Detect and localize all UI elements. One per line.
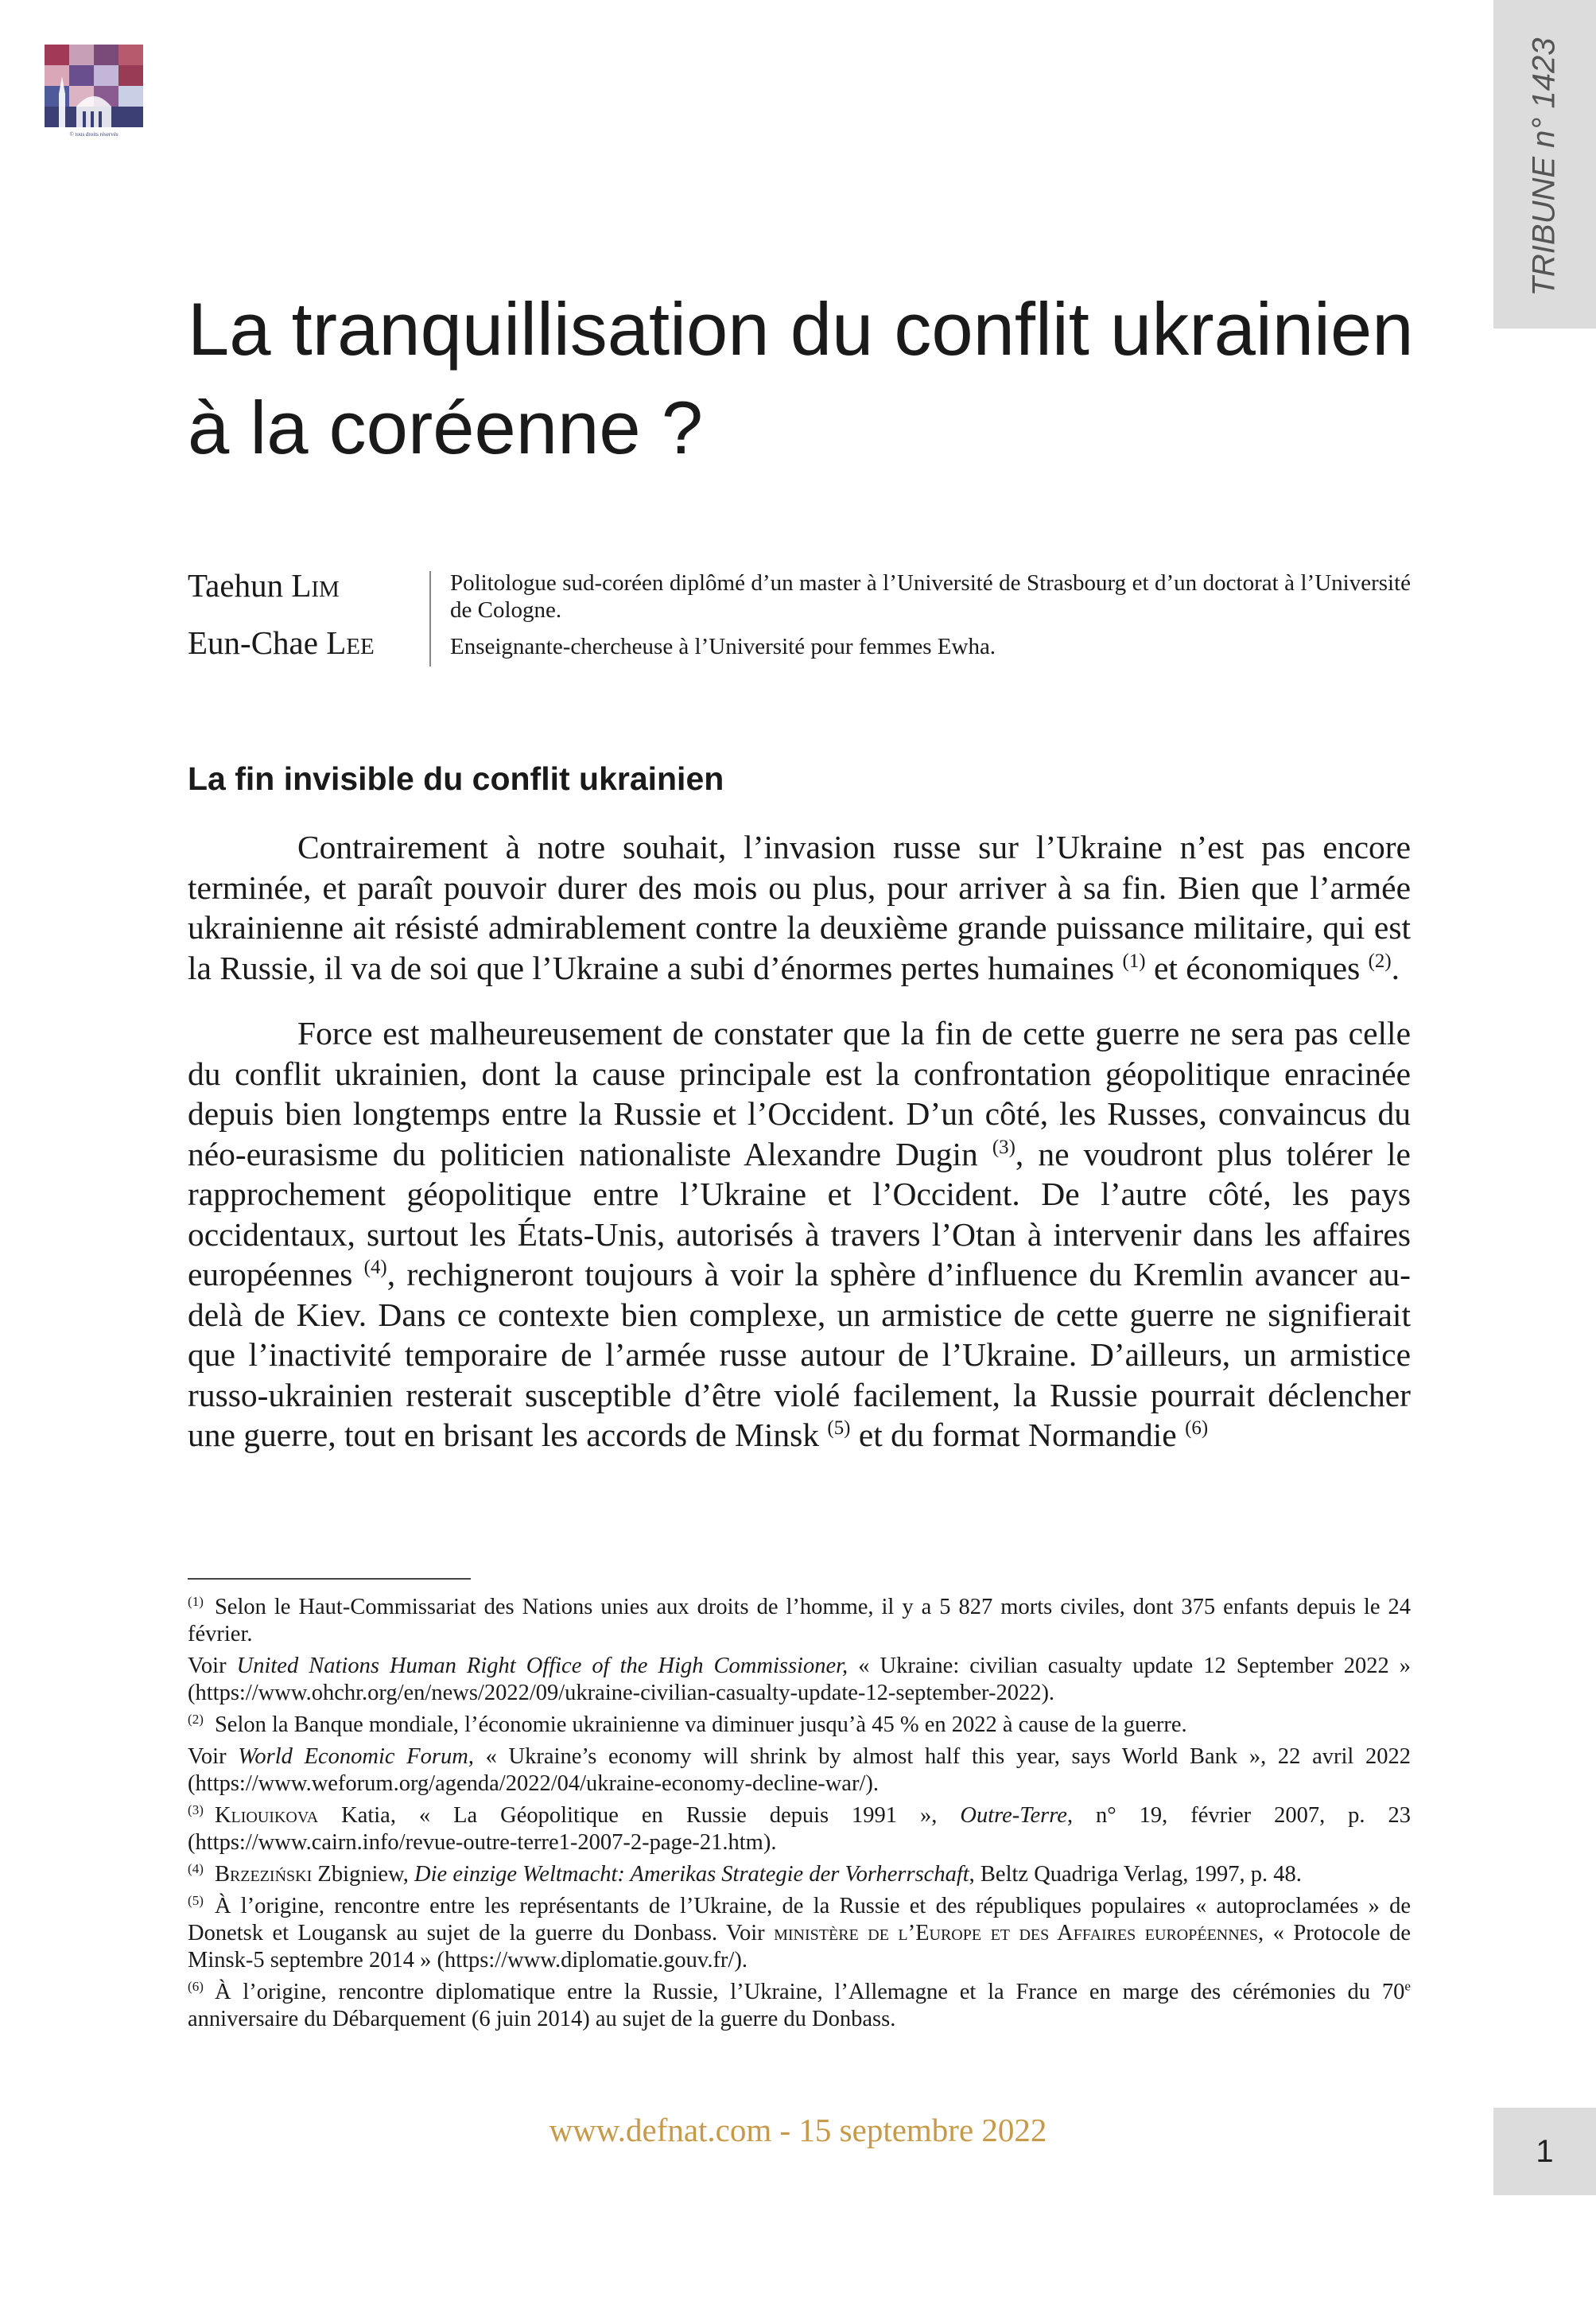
author-1-first: Taehun [188,567,284,604]
footnote-4: $^{(4)}$ Brzeziński Zbigniew, Die einzige Weltmacht: Amerikas Strategie der Vorherrschaft, Beltz Quadriga Verlag, 1997, p. 48. [188,1860,1302,1887]
footnote-1-source: Voir United Nations Human Right Office of the High Commissioner, « Ukraine: civilian casualty update 12 September 2022 » (https://www.ohchr.org/en/news/2022/09/ukraine-civilian-casualty-update-12-september-2022). [188,1654,1412,1705]
footnote-5: $^{(5)}$ À l’origine, rencontre entre les représentants de l’Ukraine, de la Russie et des républiques populaires « autoproclamées » de Donetsk et Lougansk au sujet de la guerre du Donbass. Voir ministère de l’Europe et des Affaires européennes, « Protocole de Minsk-5 septembre 2014 » (https://www.diplomatie.gouv.fr/). [188,1892,1411,1973]
author-2-name [188,624,375,662]
footnote-ref-6[interactable]: (6) [1185,1417,1209,1440]
footnote-1: $^{(1)}$ Selon le Haut-Commissariat des Nations unies aux droits de l’homme, il y a 5 827 morts civiles, dont 375 enfants depuis le 24 février. [188,1593,1411,1646]
page-number: 1 [1536,2133,1554,2169]
footnote-2: $^{(2)}$ Selon la Banque mondiale, l’économie ukrainienne va diminuer jusqu’à 45 % en 2022 à cause de la guerre. [188,1711,1187,1737]
author-1-bio: Politologue sud-coréen diplômé d’un master à l’Université de Strasbourg et d’un doctorat à l’Université de Cologne. [450,570,1411,623]
author-1-name [188,566,340,604]
footnote-divider [188,1578,471,1580]
footnote-ref-2[interactable]: (2) [1368,950,1392,972]
author-2-first: Eun-Chae [188,624,318,661]
footnote-ref-5[interactable]: (5) [827,1417,851,1440]
footnote-2-source: Voir World Economic Forum, « Ukraine’s economy will shrink by almost half this year, says World Bank », 22 avril 2022 (https://www.weforum.org/agenda/2022/04/ukraine-economy-decline-war/). [188,1744,1412,1796]
page-title: La tranquillisation du conflit ukrainien à la coréenne ? [188,287,1414,469]
author-1-last: Lim [291,567,340,604]
footnote-ref-4[interactable]: (4) [363,1257,387,1279]
footer-url-date[interactable]: www.defnat.com - 15 septembre 2022 [549,2112,1047,2148]
author-2-last: Lee [326,624,375,661]
footnote-ref-1[interactable]: (1) [1122,950,1146,972]
footnote-6: $^{(6)}$ À l’origine, rencontre diplomatique entre la Russie, l’Ukraine, l’Allemagne et la France en marge des cérémonies du 70e anniversaire du Débarquement (6 juin 2014) au sujet de la guerre du Donbass. [188,1978,1411,2031]
footnotes [188,1594,1411,2038]
article-body [188,827,1411,1481]
logo-caption: © tous droits réservés [69,131,118,138]
section-heading: La fin invisible du conflit ukrainien [188,760,724,797]
footnote-3: $^{(3)}$ Kliouikova Katia, « La Géopolitique en Russie depuis 1991 », Outre-Terre, n° 19, février 2007, p. 23 (https://www.cairn.info/revue-outre-terre1-2007-2-page-21.htm). [188,1802,1412,1855]
paragraph-2: Force est malheureusement de constater que la fin de cette guerre ne sera pas celle du conflit ukrainien, dont la cause principale est la confrontation géopolitique enracinée depuis bien longtemps entre la Russie et l’Occident. D’un côté, les Russes, convaincus du néo-eurasisme du politicien nationaliste Alexandre Dugin $^{(3)}$, ne voudront plus tolérer le rapprochement géopolitique entre l’Ukraine et l’Occident. De l’autre côté, les pays occidentaux, surtout les États-Unis, autorisés à travers l’Otan à intervenir dans les affaires européennes $^{(4)}$, rechigneront toujours à voir la sphère d’influence du Kremlin avancer au-delà de Kiev. Dans ce contexte bien complexe, un armistice de cette guerre ne signifierait que l’inactivité temporaire de l’armée russe autour de l’Ukraine. D’ailleurs, un armistice russo-ukrainien resterait susceptible d’être violé facilement, la Russie pourrait déclencher une guerre, tout en brisant les accords de Minsk $^{(5)}$ et du format Normandie $^{(6)}$ [188,1015,1411,1453]
series-label: TRIBUNE n° 1423 [1526,37,1562,297]
paragraph-1: Contrairement à notre souhait, l’invasion russe sur l’Ukraine n’est pas encore terminée, et paraît pouvoir durer des mois ou plus, pour arriver à sa fin. Bien que l’armée ukrainienne ait résisté admirablement contre la deuxième grande puissance militaire, qui est la Russie, il va de soi que l’Ukraine a subi d’énormes pertes humaines $^{(1)}$ et économiques $^{(2)}$. [188,829,1411,986]
defnat-logo-icon [45,45,143,138]
footnote-ref-3[interactable]: (3) [992,1136,1015,1158]
author-divider [429,571,431,667]
author-2-bio: Enseignante-chercheuse à l’Université pour femmes Ewha. [450,634,996,659]
